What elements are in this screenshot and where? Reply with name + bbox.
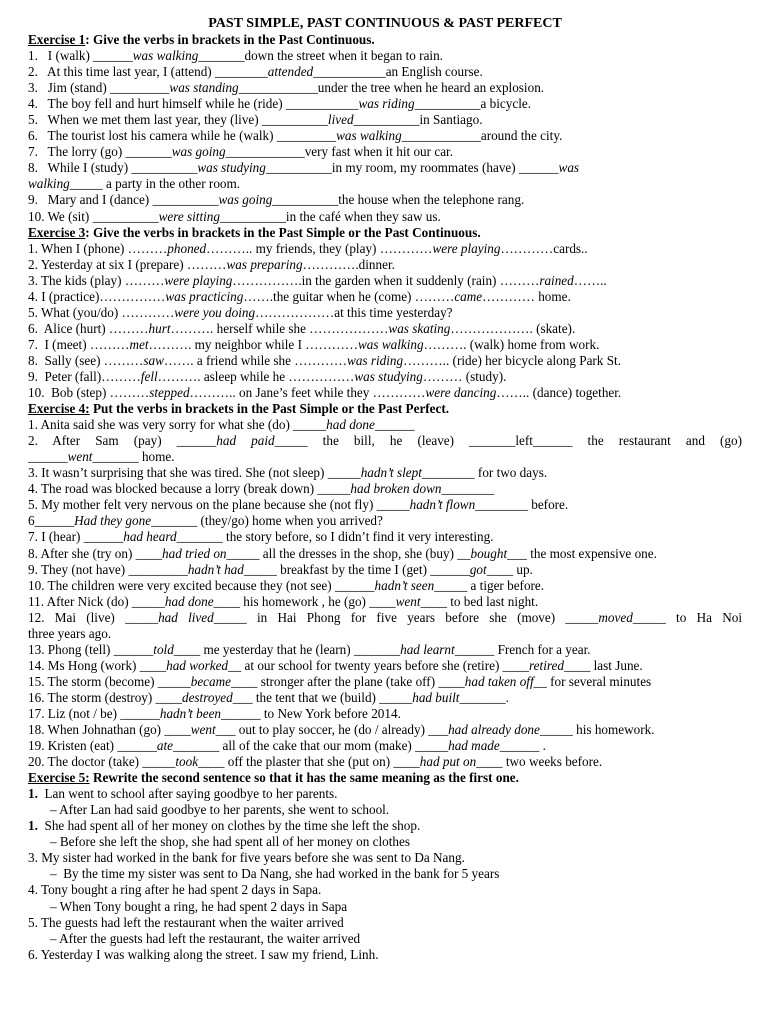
worksheet-line — [28, 289, 742, 305]
line-text: 3. The kids (play) ……… — [28, 272, 165, 288]
line-text: 6. Yesterday I was walking along the street. I saw my friend, Linh. — [28, 946, 379, 962]
worksheet-line — [28, 658, 742, 674]
worksheet-line — [28, 529, 742, 545]
line-text: 4. The road was blocked because a lorry (break down) _____ — [28, 481, 351, 497]
exercise-heading — [28, 770, 742, 786]
answer-text: told — [153, 641, 174, 657]
line-text: _______down the street when it began to rain. — [198, 48, 443, 64]
answer-text: met — [129, 336, 149, 352]
line-text: ___ out to play soccer, he (do / already) ___ — [215, 722, 449, 738]
worksheet-line — [28, 64, 742, 80]
answer-text: had heard — [123, 529, 177, 545]
worksheet-line — [28, 882, 742, 898]
line-text: 1. I (walk) ______ — [28, 48, 133, 64]
answer-text: became — [190, 673, 232, 689]
line-text: ___________an English course. — [313, 64, 483, 80]
answer-text: were you doing — [174, 304, 256, 320]
line-text: 3. My sister had worked in the bank for five years before she was sent to Da Nang. — [28, 850, 465, 866]
line-text: ………. (walk) home from work. — [423, 336, 600, 352]
worksheet-line — [28, 610, 742, 626]
line-text: 20. The doctor (take) _____ — [28, 754, 176, 770]
line-text: : Give the verbs in brackets in the Past Continuous. — [85, 32, 375, 47]
line-text: 7. The lorry (go) _______ — [28, 144, 172, 160]
answer-text: had put on — [419, 754, 477, 770]
answer-text: was walking — [336, 128, 402, 144]
answer-text: hadn’t been — [159, 705, 222, 721]
line-text: ………. herself while she ……………… — [170, 320, 389, 336]
line-text: ______ — [28, 449, 68, 465]
answer-text: took — [175, 754, 199, 770]
line-text: _____ in Hai Phong for five years before she (move) _____ — [213, 609, 599, 625]
answer-text: ate — [156, 738, 174, 754]
worksheet-line — [28, 176, 742, 192]
worksheet-page — [28, 16, 742, 963]
answer-text: attended — [267, 64, 314, 80]
answer-text: saw — [143, 352, 164, 368]
worksheet-line — [28, 241, 742, 257]
answer-text: had already done — [448, 722, 540, 738]
line-text: _______ all of the cake that our mom (make) _____ — [173, 738, 449, 754]
worksheet-line — [28, 369, 742, 385]
answer-text: came — [454, 288, 483, 304]
line-text: ………….dinner. — [302, 256, 395, 272]
line-text: ______ French for a year. — [454, 641, 591, 657]
worksheet-line — [28, 834, 742, 850]
line-text: – After the guests had left the restaurant, the waiter arrived — [50, 930, 361, 946]
line-text: 14. Ms Hong (work) ____ — [28, 657, 167, 673]
answer-text: hadn’t had — [187, 561, 244, 577]
line-text: Rewrite the second sentence so that it has the same meaning as the first one. — [89, 770, 519, 786]
answer-text: had built — [412, 689, 460, 705]
worksheet-line — [28, 48, 742, 64]
worksheet-line — [28, 642, 742, 658]
line-text: ………………. (skate). — [450, 320, 576, 336]
line-text: _____ his homework. — [539, 722, 655, 738]
worksheet-line — [28, 947, 742, 963]
line-text: __ for several minutes — [533, 673, 652, 689]
worksheet-line — [28, 192, 742, 208]
answer-text: moved — [598, 609, 633, 625]
answer-text: hadn’t flown — [409, 497, 476, 513]
exercise-title: Exercise 5: — [28, 770, 90, 786]
line-text: ______ to New York before 2014. — [221, 705, 401, 721]
answer-text: had broken down — [350, 481, 442, 497]
exercise-heading — [28, 32, 742, 48]
answer-text: got — [469, 561, 487, 577]
answer-text: was walking — [132, 48, 199, 64]
line-text: ____________very fast when it hit our car. — [225, 144, 454, 160]
line-text: _____ all the dresses in the shop, she (buy) __ — [226, 545, 471, 561]
line-text: ________ for two days. — [421, 465, 548, 481]
answer-text: Had they gone — [74, 513, 152, 529]
answer-text: lived — [327, 112, 354, 128]
worksheet-line — [28, 385, 742, 401]
answer-text: hadn’t slept — [360, 465, 422, 481]
worksheet-line — [28, 931, 742, 947]
line-text: ______ . — [499, 738, 546, 754]
line-text: 15. The storm (become) _____ — [28, 673, 191, 689]
line-text: __________a bicycle. — [414, 96, 532, 112]
line-text: ________ — [441, 481, 495, 497]
line-text: ______ — [374, 417, 415, 433]
line-text: ____ off the plaster that she (put on) ____ — [198, 754, 420, 770]
line-text: ___ the tent that we (build) _____ — [232, 689, 413, 705]
exercise-title: Exercise 1 — [28, 32, 86, 47]
line-text: ___ the most expensive one. — [507, 545, 657, 561]
worksheet-line — [28, 594, 742, 610]
worksheet-line — [28, 818, 742, 834]
answer-text: was going — [218, 192, 273, 208]
line-text: 5. My mother felt very nervous on the plane because she (not fly) _____ — [28, 497, 410, 513]
answer-text: phoned — [167, 240, 207, 256]
line-text: 17. Liz (not / be) ______ — [28, 705, 160, 721]
line-text: …….. (dance) together. — [496, 385, 622, 401]
worksheet-line — [28, 706, 742, 722]
line-text: ____ last June. — [563, 657, 643, 673]
answer-text: rained — [539, 272, 574, 288]
line-text: ____________around the city. — [401, 128, 563, 144]
exercise-heading — [28, 401, 742, 417]
line-text: 6______ — [28, 513, 75, 529]
line-text: 10. We (sit) __________ — [28, 208, 159, 224]
answer-text: was riding — [358, 96, 415, 112]
answer-text: was — [558, 160, 580, 176]
worksheet-line — [28, 722, 742, 738]
answer-text: had lived — [158, 609, 214, 625]
worksheet-line — [28, 562, 742, 578]
line-text: _____ to Ha Noi — [632, 609, 742, 625]
answer-text: were dancing — [425, 385, 497, 401]
worksheet-line — [28, 465, 742, 481]
line-text: 4. I (practice)…………… — [28, 288, 166, 304]
line-text: – By the time my sister was sent to Da Nang, she had worked in the bank for 5 years — [50, 866, 500, 882]
line-text: ____________under the tree when he heard an explosion. — [238, 80, 545, 96]
worksheet-line — [28, 257, 742, 273]
line-text: __________in my room, my roommates (have) ______ — [265, 160, 559, 176]
line-text: 1. Anita said she was very sorry for what she (do) _____ — [28, 417, 327, 433]
line-text: _____ breakfast by the time I (get) ______ — [243, 561, 470, 577]
line-text: 16. The storm (destroy) ____ — [28, 689, 182, 705]
line-text: Put the verbs in brackets in the Past Simple or the Past Perfect. — [89, 401, 450, 417]
worksheet-line — [28, 481, 742, 497]
exercise-title: Exercise 4: — [28, 401, 90, 417]
line-text: ____ his homework , he (go) ____ — [213, 593, 396, 609]
line-text: 1. When I (phone) ……… — [28, 240, 168, 256]
worksheet-line — [28, 353, 742, 369]
line-text: _______ the story before, so I didn’t find it very interesting. — [176, 529, 494, 545]
worksheet-line — [28, 802, 742, 818]
line-text: 7. I (hear) ______ — [28, 529, 124, 545]
worksheet-line — [28, 899, 742, 915]
answer-text: had made — [448, 738, 500, 754]
worksheet-line — [28, 449, 742, 465]
line-text: 3. It wasn’t surprising that she was tired. She (not sleep) _____ — [28, 465, 361, 481]
answer-text: was studying — [354, 368, 423, 384]
line-text: 19. Kristen (eat) ______ — [28, 738, 157, 754]
worksheet-line — [28, 273, 742, 289]
worksheet-line — [28, 337, 742, 353]
line-text: _______. — [459, 689, 509, 705]
answer-text: hurt — [148, 320, 171, 336]
line-text: 8. After she (try on) ____ — [28, 545, 163, 561]
line-text: ………… home. — [482, 288, 571, 304]
worksheet-line — [28, 128, 742, 144]
line-text: …….the guitar when he (come) ……… — [243, 288, 455, 304]
line-text: 11. After Nick (do) _____ — [28, 593, 165, 609]
answer-text: had worked — [166, 657, 229, 673]
answer-text: destroyed — [181, 689, 233, 705]
answer-text: bought — [470, 545, 508, 561]
line-text: __________in the café when they saw us. — [219, 208, 441, 224]
line-text: 5. What (you/do) ………… — [28, 304, 175, 320]
line-text: 2. Yesterday at six I (prepare) ……… — [28, 256, 227, 272]
worksheet-line — [28, 305, 742, 321]
answer-text: went — [395, 593, 421, 609]
line-text: three years ago. — [28, 625, 112, 641]
worksheet-line — [28, 160, 742, 176]
line-text: ________ before. — [475, 497, 569, 513]
answer-text: were playing — [432, 240, 501, 256]
line-text: 6. The tourist lost his camera while he (walk) _________ — [28, 128, 337, 144]
line-text: 10. Bob (step) ……… — [28, 385, 150, 401]
line-text: 4. Tony bought a ring after he had spent 2 days in Sapa. — [28, 882, 322, 898]
line-text: 8. Sally (see) ……… — [28, 352, 144, 368]
worksheet-line — [28, 112, 742, 128]
line-text: __________in Santiago. — [353, 112, 483, 128]
line-text: 13. Phong (tell) ______ — [28, 641, 154, 657]
worksheet-line — [28, 144, 742, 160]
answer-text: had done — [164, 593, 214, 609]
line-text: : Give the verbs in brackets in the Past Simple or the Past Continuous. — [85, 224, 481, 240]
line-text: 12. Mai (live) _____ — [28, 609, 159, 625]
line-text: 2. After Sam (pay) ______ — [28, 433, 217, 449]
line-text: ……….. on Jane’s feet while they ………… — [189, 385, 426, 401]
worksheet-line — [28, 915, 742, 931]
answer-text: stepped — [149, 385, 190, 401]
line-text: 3. Jim (stand) _________ — [28, 80, 170, 96]
line-text: _______ home. — [92, 449, 175, 465]
line-text: 1. — [28, 786, 38, 802]
line-text: 2. At this time last year, I (attend) ________ — [28, 64, 268, 80]
answer-text: was preparing — [226, 256, 303, 272]
answer-text: had taken off — [464, 673, 534, 689]
line-text: ____ stronger after the plane (take off) ____ — [231, 673, 465, 689]
line-text: …………cards.. — [500, 240, 588, 256]
line-text: _____ a tiger before. — [434, 577, 545, 593]
worksheet-line — [28, 546, 742, 562]
line-text: 4. The boy fell and hurt himself while he (ride) ___________ — [28, 96, 359, 112]
answer-text: had learnt — [400, 641, 455, 657]
worksheet-line — [28, 321, 742, 337]
answer-text: went — [190, 722, 216, 738]
line-text: 6. Alice (hurt) ……… — [28, 320, 149, 336]
answer-text: was going — [171, 144, 226, 160]
worksheet-line — [28, 578, 742, 594]
line-text: She had spent all of her money on clothes by the time she left the shop. — [37, 818, 421, 834]
line-text: ……. a friend while she ………… — [163, 352, 348, 368]
line-text: ………………at this time yesterday? — [255, 304, 453, 320]
answer-text: went — [67, 449, 93, 465]
worksheet-line — [28, 626, 742, 642]
answer-text: retired — [529, 657, 564, 673]
worksheet-line — [28, 80, 742, 96]
line-text: 10. The children were very excited because they (not see) ______ — [28, 577, 375, 593]
answer-text: were playing — [164, 272, 233, 288]
line-text: __________the house when the telephone rang. — [272, 192, 525, 208]
answer-text: fell — [140, 368, 158, 384]
answer-text: were sitting — [158, 208, 220, 224]
line-text: ……… (study). — [422, 368, 507, 384]
answer-text: was riding — [347, 352, 404, 368]
line-text: – Before she left the shop, she had spent all of her money on clothes — [50, 834, 410, 850]
line-text: – After Lan had said goodbye to her parents, she went to school. — [50, 802, 390, 818]
answer-text: hadn’t seen — [374, 577, 435, 593]
worksheet-line — [28, 754, 742, 770]
worksheet-line — [28, 513, 742, 529]
line-text: 9. They (not have) _________ — [28, 561, 188, 577]
answer-text: walking — [28, 176, 70, 192]
worksheet-line — [28, 850, 742, 866]
worksheet-line — [28, 433, 742, 449]
line-text: …….. — [573, 272, 607, 288]
exercise-title: Exercise 3 — [28, 224, 86, 240]
answer-text: was skating — [388, 320, 451, 336]
line-text: _____ the bill, he (leave) _______left______ the restaurant and (go) — [274, 433, 742, 449]
line-text: _____ a party in the other room. — [69, 176, 241, 192]
line-text: 9. Peter (fall)……… — [28, 368, 141, 384]
line-text: ____ two weeks before. — [476, 754, 603, 770]
line-text: – When Tony bought a ring, he had spent 2 days in Sapa — [50, 898, 348, 914]
line-text: …………….in the garden when it suddenly (rain) ……… — [232, 272, 540, 288]
worksheet-line — [28, 674, 742, 690]
answer-text: was standing — [169, 80, 239, 96]
line-text: ……….. (ride) her bicycle along Park St. — [403, 352, 621, 368]
line-text: 5. The guests had left the restaurant when the waiter arrived — [28, 914, 344, 930]
line-text: ____ up. — [486, 561, 533, 577]
worksheet-line — [28, 786, 742, 802]
line-text: ………. asleep while he …………… — [157, 368, 355, 384]
worksheet-line — [28, 96, 742, 112]
answer-text: was walking — [358, 336, 424, 352]
line-text: __ at our school for twenty years before she (retire) ____ — [228, 657, 530, 673]
exercise-heading — [28, 225, 742, 241]
line-text: ……….. my friends, they (play) ………… — [206, 240, 433, 256]
line-text: Lan went to school after saying goodbye to her parents. — [37, 786, 338, 802]
line-text: 7. I (meet) ……… — [28, 336, 130, 352]
worksheet-line — [28, 497, 742, 513]
worksheet-body — [28, 32, 742, 963]
line-text: 9. Mary and I (dance) __________ — [28, 192, 219, 208]
line-text: _______ (they/go) home when you arrived? — [151, 513, 383, 529]
worksheet-line — [28, 738, 742, 754]
line-text: 5. When we met them last year, they (live) __________ — [28, 112, 328, 128]
line-text: ____ me yesterday that he (learn) _______ — [173, 641, 401, 657]
worksheet-line — [28, 866, 742, 882]
line-text: ____ to bed last night. — [420, 593, 539, 609]
worksheet-line — [28, 690, 742, 706]
answer-text: had paid — [216, 433, 275, 449]
answer-text: had done — [326, 417, 375, 433]
answer-text: was practicing — [165, 288, 244, 304]
page-title: PAST SIMPLE, PAST CONTINUOUS & PAST PERFECT — [208, 16, 562, 31]
line-text: 1. — [28, 818, 38, 834]
answer-text: was studying — [197, 160, 266, 176]
line-text: ………. my neighbor while I ………… — [148, 336, 359, 352]
line-text: 8. While I (study) __________ — [28, 160, 198, 176]
worksheet-line — [28, 417, 742, 433]
line-text: 18. When Johnathan (go) ____ — [28, 722, 191, 738]
answer-text: had tried on — [162, 545, 227, 561]
worksheet-line — [28, 209, 742, 225]
